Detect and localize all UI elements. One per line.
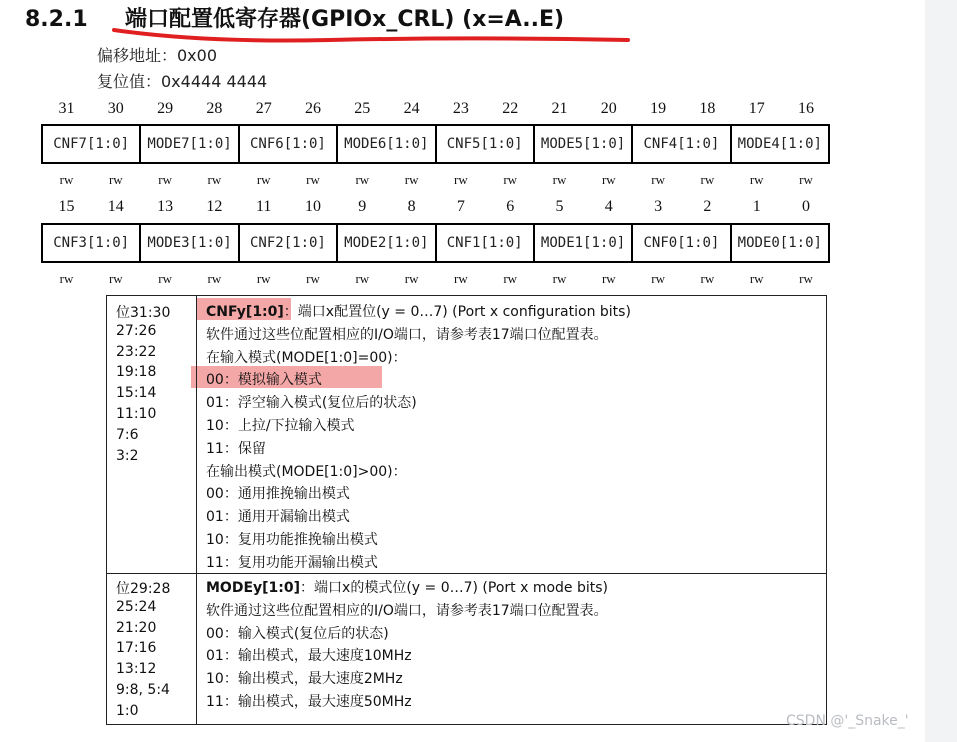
description-line: 在输入模式(MODE[1:0]=00)： (206, 349, 407, 366)
bit-number: 28 (206, 100, 223, 117)
access-label: rw (207, 172, 222, 187)
bit-number: 14 (107, 198, 124, 215)
register-fields-high (41, 124, 830, 164)
access-label: rw (306, 172, 320, 187)
bit-range: 3:2 (116, 447, 139, 464)
access-label: rw (306, 271, 320, 286)
bit-range: 13:12 (116, 661, 157, 678)
mode-field-name: MODEy[1:0] (206, 580, 301, 596)
access-label: rw (503, 271, 518, 286)
register-field-cell: CNF1[1:0] (437, 225, 535, 261)
bit-number: 29 (157, 100, 174, 117)
register-field-cell: CNF2[1:0] (240, 225, 338, 261)
bit-range: 15:14 (116, 385, 157, 402)
bit-range: 23:22 (116, 343, 157, 360)
access-label: rw (256, 271, 271, 286)
mode-title (206, 577, 608, 597)
register-field-cell: CNF3[1:0] (43, 225, 141, 261)
bit-range: 9:8, 5:4 (116, 682, 170, 698)
bit-numbers-high (42, 100, 832, 120)
bit-number: 22 (502, 100, 519, 117)
bit-range: 7:6 (116, 426, 139, 443)
bit-number: 15 (58, 198, 75, 215)
bit-number: 20 (600, 100, 617, 117)
bit-number: 5 (555, 198, 564, 215)
bit-numbers-low (42, 198, 832, 218)
cnf-field-name: CNFy[1:0] (206, 304, 284, 320)
register-field-cell: MODE3[1:0] (141, 225, 239, 261)
reset-value: 复位值：0x4444 4444 (97, 72, 268, 91)
access-label: rw (651, 271, 665, 286)
description-line: 00：输入模式(复位后的状态) (206, 625, 389, 642)
mode-description-row (107, 574, 826, 724)
access-label: rw (158, 271, 172, 286)
description-line: 00：模拟输入模式 (206, 372, 322, 389)
bit-range: 位31:30 (116, 305, 171, 321)
register-field-cell: MODE6[1:0] (338, 126, 436, 162)
bit-number: 3 (654, 198, 663, 215)
cnf-description-row (107, 296, 826, 574)
bit-number: 24 (403, 100, 420, 117)
bit-number: 7 (456, 198, 465, 215)
register-field-cell: CNF6[1:0] (240, 126, 338, 162)
access-label: rw (749, 271, 764, 286)
mode-bit-ranges (107, 574, 197, 724)
access-label: rw (749, 172, 764, 187)
register-field-cell: CNF0[1:0] (633, 225, 731, 261)
bit-range: 27:26 (116, 322, 157, 339)
access-label: rw (700, 172, 715, 187)
access-label: rw (503, 172, 518, 187)
bit-range: 1:0 (116, 702, 139, 719)
cnf-title (206, 301, 631, 321)
bit-number: 9 (358, 198, 367, 215)
bit-number: 12 (206, 198, 223, 215)
access-label: rw (158, 172, 172, 187)
access-label: rw (799, 172, 813, 187)
cnf-title-text: ：端口x配置位(y = 0…7) (Port x configuration bits) (283, 304, 631, 320)
description-line: 11：输出模式，最大速度50MHz (206, 694, 412, 710)
access-label: rw (355, 271, 370, 286)
access-label: rw (454, 271, 468, 286)
bit-number: 26 (305, 100, 321, 117)
register-field-cell: MODE5[1:0] (535, 126, 633, 162)
csdn-watermark: CSDN @'_Snake_' (786, 713, 909, 729)
description-line: 11：保留 (206, 440, 266, 457)
field-description-table (106, 295, 827, 725)
bit-number: 2 (703, 198, 712, 215)
access-label: rw (799, 271, 813, 286)
bit-number: 6 (506, 198, 515, 215)
bit-number: 8 (407, 198, 416, 215)
access-label: rw (59, 172, 74, 187)
bit-range: 17:16 (116, 640, 157, 657)
access-label: rw (207, 271, 222, 286)
description-line: 10：输出模式，最大速度2MHz (206, 671, 403, 688)
bit-number: 11 (255, 198, 272, 215)
description-line: 11：复用功能开漏输出模式 (206, 554, 378, 571)
access-label: rw (601, 172, 616, 187)
bit-range: 21:20 (116, 619, 157, 636)
access-label: rw (651, 172, 665, 187)
access-row-low (42, 271, 832, 287)
access-label: rw (108, 172, 123, 187)
bit-number: 16 (798, 100, 814, 117)
register-field-cell: MODE7[1:0] (141, 126, 239, 162)
section-title: 端口配置低寄存器(GPIOx_CRL) (x=A..E) (125, 7, 565, 32)
register-field-cell: MODE2[1:0] (338, 225, 436, 261)
bit-number: 21 (551, 100, 568, 117)
bit-range: 位29:28 (116, 581, 171, 597)
bit-number: 19 (650, 100, 667, 117)
page-margin-strip (925, 0, 957, 742)
bit-number: 18 (699, 100, 716, 117)
bit-number: 4 (604, 198, 613, 215)
access-label: rw (700, 271, 715, 286)
bit-number: 25 (354, 100, 371, 117)
register-fields-low (41, 223, 830, 263)
access-label: rw (601, 271, 616, 286)
access-label: rw (552, 271, 567, 286)
access-label: rw (404, 271, 419, 286)
register-field-cell: MODE1[1:0] (535, 225, 633, 261)
access-label: rw (454, 172, 468, 187)
bit-number: 0 (802, 198, 810, 215)
bit-range: 19:18 (116, 364, 157, 381)
description-line: 01：通用开漏输出模式 (206, 509, 350, 526)
description-line: 00：通用推挽输出模式 (206, 486, 350, 503)
access-label: rw (404, 172, 419, 187)
description-line: 软件通过这些位配置相应的I/O端口，请参考表17端口位配置表。 (206, 602, 608, 619)
mode-title-text: ：端口x的模式位(y = 0…7) (Port x mode bits) (300, 580, 608, 596)
access-label: rw (59, 271, 74, 286)
register-field-cell: CNF4[1:0] (633, 126, 731, 162)
register-field-cell: MODE0[1:0] (737, 235, 822, 251)
access-row-high (42, 172, 832, 188)
description-line: 软件通过这些位配置相应的I/O端口，请参考表17端口位配置表。 (206, 326, 608, 343)
access-label: rw (108, 271, 123, 286)
bit-number: 31 (58, 100, 75, 117)
description-line: 10：复用功能推挽输出模式 (206, 532, 378, 548)
register-field-cell: CNF5[1:0] (437, 126, 535, 162)
bit-number: 17 (748, 100, 765, 117)
bit-range: 11:10 (116, 406, 157, 422)
section-number: 8.2.1 (25, 7, 88, 32)
register-field-cell: CNF7[1:0] (43, 126, 141, 162)
bit-number: 13 (157, 198, 174, 215)
access-label: rw (256, 172, 271, 187)
bit-number: 10 (305, 198, 321, 215)
description-line: 01：输出模式，最大速度10MHz (206, 648, 412, 665)
register-field-cell: MODE4[1:0] (737, 136, 822, 152)
description-line: 10：上拉/下拉输入模式 (206, 418, 355, 434)
offset-address: 偏移地址：0x00 (97, 46, 218, 65)
access-label: rw (355, 172, 370, 187)
bit-range: 25:24 (116, 598, 157, 615)
bit-number: 27 (255, 100, 272, 117)
bit-number: 30 (107, 100, 124, 117)
access-label: rw (552, 172, 567, 187)
bit-number: 23 (452, 100, 469, 117)
cnf-bit-ranges (107, 296, 197, 573)
description-line: 01：浮空输入模式(复位后的状态) (206, 395, 417, 412)
bit-number: 1 (752, 198, 761, 215)
description-line: 在输出模式(MODE[1:0]>00)： (206, 463, 407, 480)
